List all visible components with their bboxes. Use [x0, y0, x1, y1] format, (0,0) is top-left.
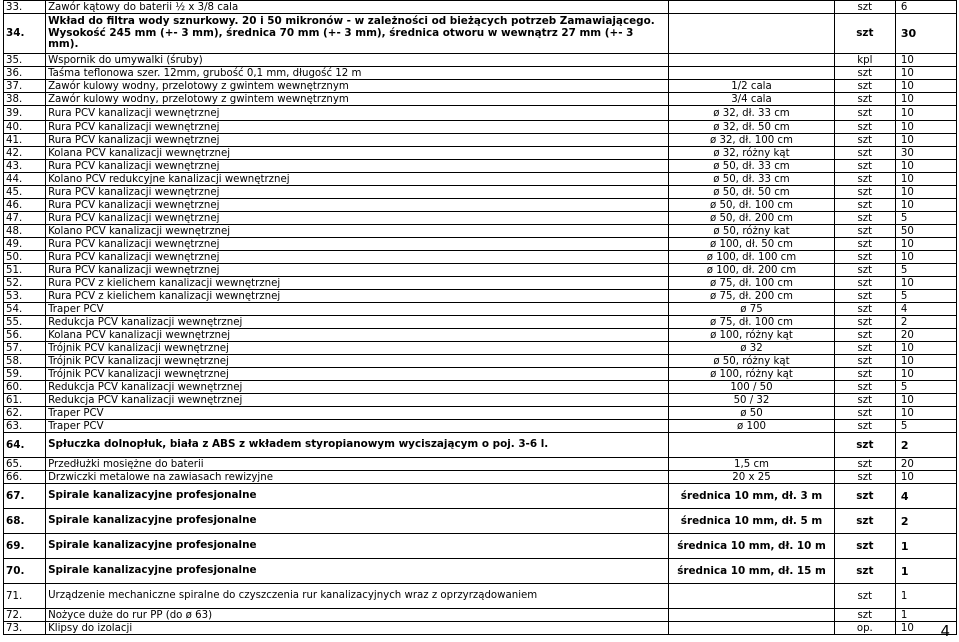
row-number: 48.	[4, 225, 46, 238]
row-unit: szt	[834, 329, 895, 342]
row-spec: ø 100, dł. 50 cm	[669, 238, 835, 251]
table-row	[4, 420, 957, 433]
row-unit: szt	[834, 186, 895, 199]
table-row	[4, 212, 957, 225]
table-row	[4, 14, 957, 54]
row-unit: szt	[834, 368, 895, 381]
row-unit: szt	[834, 433, 895, 458]
table-row	[4, 173, 957, 186]
row-number: 66.	[4, 471, 46, 484]
row-quantity: 1	[895, 559, 956, 584]
row-description: Spłuczka dolnopłuk, biała z ABS z wkładem styropianowym wyciszającym o poj. 3-6 l.	[46, 433, 669, 458]
row-number: 58.	[4, 355, 46, 368]
row-quantity: 5	[895, 264, 956, 277]
row-unit: szt	[834, 420, 895, 433]
row-spec: ø 50, różny kąt	[669, 355, 835, 368]
row-number: 45.	[4, 186, 46, 199]
table-row	[4, 147, 957, 160]
row-number: 72.	[4, 609, 46, 622]
table-row	[4, 316, 957, 329]
row-description: Kolano PCV redukcyjne kanalizacji wewnętrznej	[46, 173, 669, 186]
row-spec: ø 50, różny kat	[669, 225, 835, 238]
row-number: 46.	[4, 199, 46, 212]
row-spec: ø 100, różny kąt	[669, 368, 835, 381]
table-row	[4, 355, 957, 368]
row-quantity: 10	[895, 160, 956, 173]
row-quantity: 5	[895, 381, 956, 394]
row-number: 68.	[4, 509, 46, 534]
row-unit: szt	[834, 121, 895, 134]
row-number: 56.	[4, 329, 46, 342]
row-spec	[669, 622, 835, 635]
row-number: 39.	[4, 106, 46, 121]
row-unit: szt	[834, 458, 895, 471]
row-description: Rura PCV kanalizacji wewnętrznej	[46, 251, 669, 264]
row-quantity: 4	[895, 484, 956, 509]
row-unit: szt	[834, 277, 895, 290]
table-row	[4, 407, 957, 420]
table-row	[4, 484, 957, 509]
table-row	[4, 368, 957, 381]
table-row	[4, 121, 957, 134]
row-spec: 1/2 cala	[669, 80, 835, 93]
row-description: Zawór kulowy wodny, przelotowy z gwintem wewnętrznym	[46, 80, 669, 93]
table-row	[4, 238, 957, 251]
row-description: Spirale kanalizacyjne profesjonalne	[46, 559, 669, 584]
row-quantity: 10	[895, 54, 956, 67]
row-number: 71.	[4, 584, 46, 609]
row-unit: szt	[834, 106, 895, 121]
row-description: Drzwiczki metalowe na zawiasach rewizyjne	[46, 471, 669, 484]
row-quantity: 5	[895, 290, 956, 303]
table-row	[4, 264, 957, 277]
table-row	[4, 622, 957, 635]
row-spec: ø 50, dł. 200 cm	[669, 212, 835, 225]
table-row	[4, 199, 957, 212]
table-row	[4, 251, 957, 264]
table-row	[4, 290, 957, 303]
row-number: 35.	[4, 54, 46, 67]
row-description: Kolano PCV kanalizacji wewnętrznej	[46, 225, 669, 238]
row-quantity: 10	[895, 355, 956, 368]
row-description: Klipsy do izolacji	[46, 622, 669, 635]
row-description: Rura PCV kanalizacji wewnętrznej	[46, 199, 669, 212]
row-quantity: 20	[895, 329, 956, 342]
row-number: 54.	[4, 303, 46, 316]
table-row	[4, 458, 957, 471]
row-unit: szt	[834, 238, 895, 251]
row-spec: ø 50, dł. 33 cm	[669, 173, 835, 186]
table-row	[4, 186, 957, 199]
table-row	[4, 433, 957, 458]
row-unit: szt	[834, 173, 895, 186]
row-spec	[669, 67, 835, 80]
table-row	[4, 1, 957, 14]
table-row	[4, 509, 957, 534]
row-spec: ø 100, dł. 200 cm	[669, 264, 835, 277]
row-unit: szt	[834, 484, 895, 509]
row-unit: szt	[834, 381, 895, 394]
row-quantity: 5	[895, 420, 956, 433]
row-unit: szt	[834, 509, 895, 534]
row-spec: ø 50, dł. 50 cm	[669, 186, 835, 199]
row-spec: ø 32, dł. 100 cm	[669, 134, 835, 147]
row-unit: szt	[834, 559, 895, 584]
row-description: Traper PCV	[46, 303, 669, 316]
row-quantity: 10	[895, 277, 956, 290]
row-quantity: 10	[895, 173, 956, 186]
table-row	[4, 225, 957, 238]
row-number: 38.	[4, 93, 46, 106]
row-spec	[669, 584, 835, 609]
row-spec: ø 50, dł. 33 cm	[669, 160, 835, 173]
row-number: 40.	[4, 121, 46, 134]
row-number: 33.	[4, 1, 46, 14]
items-table	[3, 0, 957, 635]
row-unit: szt	[834, 534, 895, 559]
row-unit: szt	[834, 303, 895, 316]
row-description: Rura PCV z kielichem kanalizacji wewnętrznej	[46, 277, 669, 290]
row-quantity: 10	[895, 238, 956, 251]
row-description: Nożyce duże do rur PP (do ø 63)	[46, 609, 669, 622]
table-row	[4, 559, 957, 584]
row-description: Rura PCV kanalizacji wewnętrznej	[46, 264, 669, 277]
row-unit: szt	[834, 290, 895, 303]
row-spec	[669, 609, 835, 622]
row-number: 36.	[4, 67, 46, 80]
row-description: Rura PCV kanalizacji wewnętrznej	[46, 134, 669, 147]
row-number: 53.	[4, 290, 46, 303]
row-quantity: 10	[895, 121, 956, 134]
row-number: 34.	[4, 14, 46, 54]
row-spec: ø 50, dł. 100 cm	[669, 199, 835, 212]
row-spec: 1,5 cm	[669, 458, 835, 471]
row-unit: szt	[834, 199, 895, 212]
row-number: 65.	[4, 458, 46, 471]
row-unit: szt	[834, 160, 895, 173]
row-quantity: 10	[895, 199, 956, 212]
row-number: 69.	[4, 534, 46, 559]
row-number: 73.	[4, 622, 46, 635]
row-unit: szt	[834, 93, 895, 106]
row-spec: ø 32	[669, 342, 835, 355]
row-description: Rura PCV kanalizacji wewnętrznej	[46, 186, 669, 199]
row-description: Rura PCV kanalizacji wewnętrznej	[46, 212, 669, 225]
row-description: Rura PCV kanalizacji wewnętrznej	[46, 121, 669, 134]
row-unit: szt	[834, 609, 895, 622]
row-spec: ø 100	[669, 420, 835, 433]
row-spec: średnica 10 mm, dł. 10 m	[669, 534, 835, 559]
row-unit: szt	[834, 471, 895, 484]
row-unit: szt	[834, 407, 895, 420]
row-description: Redukcja PCV kanalizacji wewnętrznej	[46, 394, 669, 407]
row-unit: szt	[834, 212, 895, 225]
row-quantity: 5	[895, 212, 956, 225]
row-spec: średnica 10 mm, dł. 3 m	[669, 484, 835, 509]
row-spec: 20 x 25	[669, 471, 835, 484]
row-unit: kpl	[834, 54, 895, 67]
row-quantity: 50	[895, 225, 956, 238]
row-description: Trójnik PCV kanalizacji wewnętrznej	[46, 368, 669, 381]
row-description: Urządzenie mechaniczne spiralne do czyszczenia rur kanalizacyjnych wraz z oprzyrządowaniem	[46, 584, 669, 609]
row-number: 61.	[4, 394, 46, 407]
row-spec	[669, 1, 835, 14]
row-description: Zawór kulowy wodny, przelotowy z gwintem wewnętrznym	[46, 93, 669, 106]
row-number: 62.	[4, 407, 46, 420]
row-quantity: 10	[895, 342, 956, 355]
row-number: 67.	[4, 484, 46, 509]
row-quantity: 10	[895, 80, 956, 93]
row-description: Spirale kanalizacyjne profesjonalne	[46, 484, 669, 509]
row-number: 70.	[4, 559, 46, 584]
row-quantity: 4	[895, 303, 956, 316]
row-unit: szt	[834, 264, 895, 277]
table-row	[4, 106, 957, 121]
row-quantity: 10	[895, 134, 956, 147]
row-description: Traper PCV	[46, 420, 669, 433]
row-description: Rura PCV kanalizacji wewnętrznej	[46, 238, 669, 251]
row-spec: ø 75	[669, 303, 835, 316]
row-spec: 3/4 cala	[669, 93, 835, 106]
row-spec	[669, 54, 835, 67]
table-row	[4, 609, 957, 622]
row-number: 50.	[4, 251, 46, 264]
row-quantity: 30	[895, 14, 956, 54]
row-spec: średnica 10 mm, dł. 5 m	[669, 509, 835, 534]
row-unit: szt	[834, 394, 895, 407]
row-spec: ø 75, dł. 100 cm	[669, 277, 835, 290]
row-number: 60.	[4, 381, 46, 394]
row-unit: szt	[834, 80, 895, 93]
row-unit: op.	[834, 622, 895, 635]
row-spec: ø 32, różny kąt	[669, 147, 835, 160]
row-quantity: 10	[895, 67, 956, 80]
row-quantity: 10	[895, 471, 956, 484]
table-row	[4, 134, 957, 147]
row-quantity: 20	[895, 458, 956, 471]
row-description: Rura PCV kanalizacji wewnętrznej	[46, 160, 669, 173]
row-description: Kolana PCV kanalizacji wewnętrznej	[46, 147, 669, 160]
row-quantity: 10	[895, 407, 956, 420]
row-quantity: 10	[895, 622, 956, 635]
row-number: 51.	[4, 264, 46, 277]
row-unit: szt	[834, 67, 895, 80]
row-number: 37.	[4, 80, 46, 93]
row-number: 43.	[4, 160, 46, 173]
row-description: Wspornik do umywalki (śruby)	[46, 54, 669, 67]
row-spec: ø 50	[669, 407, 835, 420]
row-unit: szt	[834, 316, 895, 329]
row-quantity: 30	[895, 147, 956, 160]
table-row	[4, 67, 957, 80]
row-spec: ø 75, dł. 100 cm	[669, 316, 835, 329]
table-row	[4, 329, 957, 342]
row-quantity: 1	[895, 609, 956, 622]
table-row	[4, 93, 957, 106]
row-quantity: 2	[895, 433, 956, 458]
row-unit: szt	[834, 342, 895, 355]
row-number: 57.	[4, 342, 46, 355]
row-description: Trójnik PCV kanalizacji wewnętrznej	[46, 355, 669, 368]
row-spec: średnica 10 mm, dł. 15 m	[669, 559, 835, 584]
row-description: Spirale kanalizacyjne profesjonalne	[46, 534, 669, 559]
row-quantity: 10	[895, 251, 956, 264]
table-row	[4, 80, 957, 93]
row-number: 59.	[4, 368, 46, 381]
row-quantity: 10	[895, 186, 956, 199]
row-number: 47.	[4, 212, 46, 225]
row-spec: 100 / 50	[669, 381, 835, 394]
row-number: 63.	[4, 420, 46, 433]
table-row	[4, 54, 957, 67]
row-number: 42.	[4, 147, 46, 160]
row-description: Spirale kanalizacyjne profesjonalne	[46, 509, 669, 534]
row-number: 64.	[4, 433, 46, 458]
row-description: Trójnik PCV kanalizacji wewnętrznej	[46, 342, 669, 355]
table-row	[4, 394, 957, 407]
row-quantity: 10	[895, 368, 956, 381]
row-description: Rura PCV z kielichem kanalizacji wewnętrznej	[46, 290, 669, 303]
row-number: 52.	[4, 277, 46, 290]
row-quantity: 2	[895, 509, 956, 534]
row-number: 55.	[4, 316, 46, 329]
row-number: 44.	[4, 173, 46, 186]
table-row	[4, 381, 957, 394]
row-unit: szt	[834, 584, 895, 609]
row-quantity: 10	[895, 93, 956, 106]
row-unit: szt	[834, 1, 895, 14]
row-quantity: 6	[895, 1, 956, 14]
table-row	[4, 471, 957, 484]
row-description: Traper PCV	[46, 407, 669, 420]
table-row	[4, 160, 957, 173]
row-spec: 50 / 32	[669, 394, 835, 407]
table-row	[4, 303, 957, 316]
row-description: Zawór kątowy do baterii ½ x 3/8 cala	[46, 1, 669, 14]
row-unit: szt	[834, 14, 895, 54]
row-description: Redukcja PCV kanalizacji wewnętrznej	[46, 381, 669, 394]
row-spec: ø 100, różny kąt	[669, 329, 835, 342]
page-number: 4	[940, 622, 950, 640]
row-spec: ø 32, dł. 33 cm	[669, 106, 835, 121]
table-row	[4, 277, 957, 290]
row-number: 49.	[4, 238, 46, 251]
row-description: Taśma teflonowa szer. 12mm, grubość 0,1 mm, długość 12 m	[46, 67, 669, 80]
row-quantity: 1	[895, 584, 956, 609]
row-spec	[669, 14, 835, 54]
table-row	[4, 342, 957, 355]
row-spec	[669, 433, 835, 458]
row-description: Przedłużki mosiężne do baterii	[46, 458, 669, 471]
row-quantity: 2	[895, 316, 956, 329]
row-description: Redukcja PCV kanalizacji wewnętrznej	[46, 316, 669, 329]
row-unit: szt	[834, 225, 895, 238]
table-row	[4, 534, 957, 559]
row-description: Kolana PCV kanalizacji wewnętrznej	[46, 329, 669, 342]
row-unit: szt	[834, 147, 895, 160]
row-spec: ø 75, dł. 200 cm	[669, 290, 835, 303]
row-unit: szt	[834, 251, 895, 264]
row-description: Rura PCV kanalizacji wewnętrznej	[46, 106, 669, 121]
row-spec: ø 32, dł. 50 cm	[669, 121, 835, 134]
row-unit: szt	[834, 134, 895, 147]
row-unit: szt	[834, 355, 895, 368]
row-quantity: 10	[895, 106, 956, 121]
row-number: 41.	[4, 134, 46, 147]
table-row	[4, 584, 957, 609]
row-quantity: 1	[895, 534, 956, 559]
row-description: Wkład do filtra wody sznurkowy. 20 i 50 mikronów - w zależności od bieżących potrzeb Zamawiającego. Wysokość 245 mm (+- 3 mm), średnica 70 mm (+- 3 mm), średnica otworu w wewnątrz 27 mm (+- 3 mm).	[46, 14, 669, 54]
row-quantity: 10	[895, 394, 956, 407]
row-spec: ø 100, dł. 100 cm	[669, 251, 835, 264]
